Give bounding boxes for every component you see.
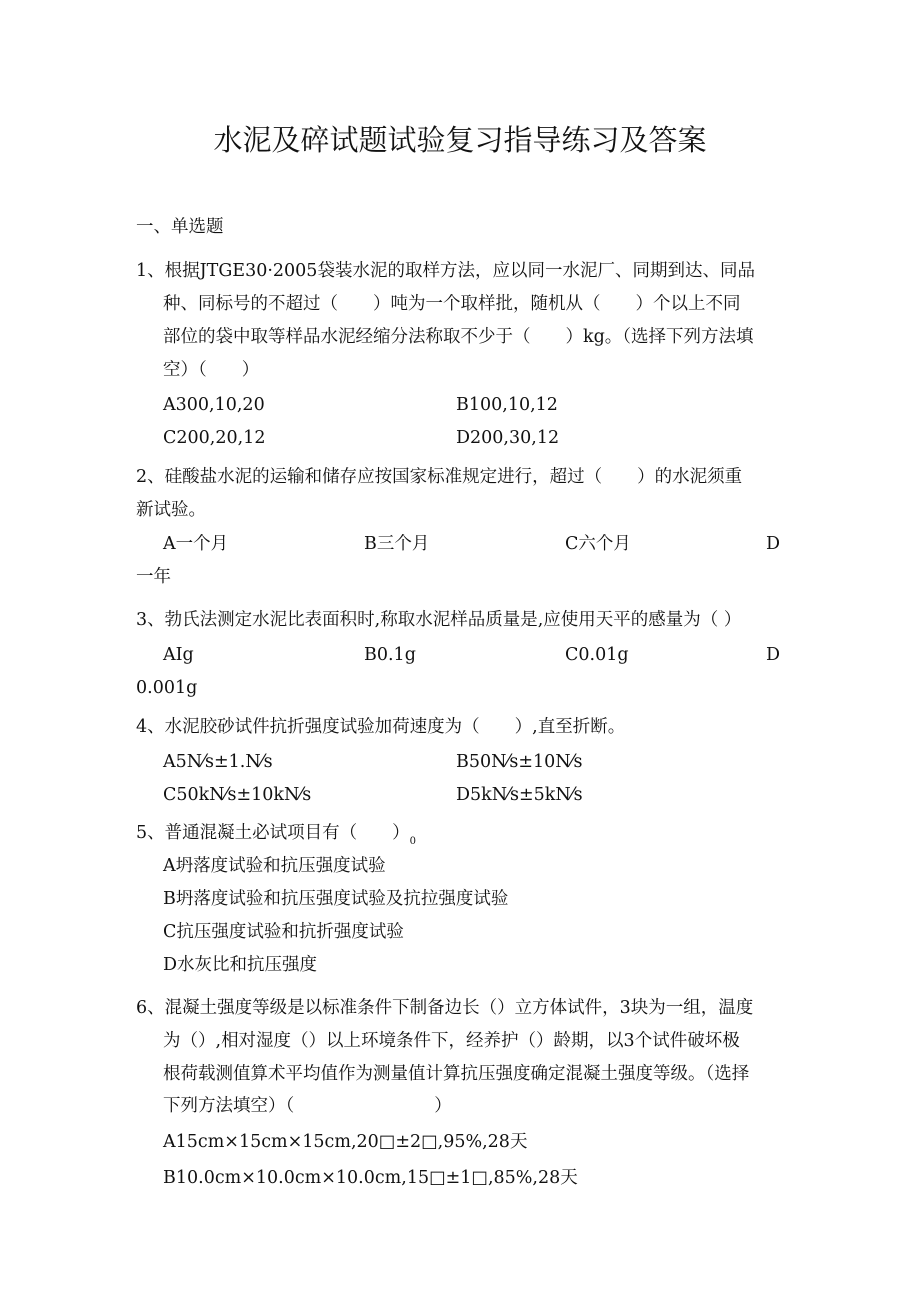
section-heading: 一、单选题: [136, 217, 224, 237]
q1-line-3: 部位的袋中取等样品水泥经缩分法称取不少于（ ）kg。（选择下列方法填: [163, 327, 754, 347]
q3-option-d-text: 0.001g: [136, 678, 198, 698]
page-title: 水泥及碎试题试验复习指导练习及答案: [213, 123, 707, 157]
q5-option-c: C抗压强度试验和抗折强度试验: [163, 922, 404, 942]
q2-option-d-text: 一年: [136, 567, 171, 587]
q6-line-4: 下列方法填空）（ ）: [163, 1096, 452, 1116]
q1-line-4: 空）（ ）: [163, 360, 260, 380]
q3-option-c: C0.01g: [565, 645, 629, 665]
q3-option-a: AIg: [163, 645, 194, 665]
q2-line-2: 新试验。: [136, 500, 206, 520]
q3-line-1: 3、勃氏法测定水泥比表面积时,称取水泥样品质量是,应使用天平的感量为（ ）: [136, 610, 742, 630]
q4-option-b: B50N⁄s±10N⁄s: [456, 752, 583, 772]
q1-option-d: D200,30,12: [456, 428, 560, 448]
q1-option-a: A300,10,20: [163, 395, 265, 415]
q2-option-b: B三个月: [364, 534, 430, 554]
q1-line-2: 种、同标号的不超过（ ）吨为一个取样批，随机从（ ）个以上不同: [163, 294, 741, 314]
q2-option-a: A一个月: [163, 534, 229, 554]
q6-option-a: A15cm×15cm×15cm,20□±2□,95%,28天: [163, 1132, 528, 1152]
q6-option-b: B10.0cm×10.0cm×10.0cm,15□±1□,85%,28天: [163, 1168, 578, 1188]
q5-suffix: 0: [409, 836, 417, 847]
q5-option-b: B坍落度试验和抗压强度试验及抗拉强度试验: [163, 889, 509, 909]
q5-line-1: [136, 822, 416, 847]
q4-option-a: A5N⁄s±1.N⁄s: [163, 752, 273, 772]
q1-option-c: C200,20,12: [163, 428, 266, 448]
q4-option-c: C50kN⁄s±10kN⁄s: [163, 785, 312, 805]
q5-option-a: A坍落度试验和抗压强度试验: [163, 856, 386, 876]
q2-option-c: C六个月: [565, 534, 631, 554]
q2-line-1: 2、硅酸盐水泥的运输和储存应按国家标准规定进行，超过（ ）的水泥须重: [136, 467, 743, 487]
q6-line-1: 6、混凝土强度等级是以标准条件下制备边长（）立方体试件，3块为一组，温度: [136, 998, 754, 1018]
q4-option-d: D5kN⁄s±5kN⁄s: [456, 785, 583, 805]
q1-option-b: B100,10,12: [456, 395, 558, 415]
q6-line-2: 为（）,相对湿度（）以上环境条件下，经养护（）龄期，以3个试件破坏极: [163, 1031, 740, 1051]
q1-line-1: 1、根据JTGE30·2005袋装水泥的取样方法，应以同一水泥厂、同期到达、同品: [136, 261, 755, 281]
q3-option-d-label: D: [766, 645, 781, 665]
q3-option-b: B0.1g: [364, 645, 416, 665]
q5-question-text: 5、普通混凝土必试项目有（ ）: [136, 823, 410, 843]
q5-option-d: D水灰比和抗压强度: [163, 955, 318, 975]
q2-option-d-label: D: [766, 534, 781, 554]
q6-line-3: 根荷载测值算术平均值作为测量值计算抗压强度确定混凝土强度等级。（选择: [163, 1064, 750, 1084]
q4-line-1: 4、水泥胶砂试件抗折强度试验加荷速度为（ ）,直至折断。: [136, 717, 626, 737]
